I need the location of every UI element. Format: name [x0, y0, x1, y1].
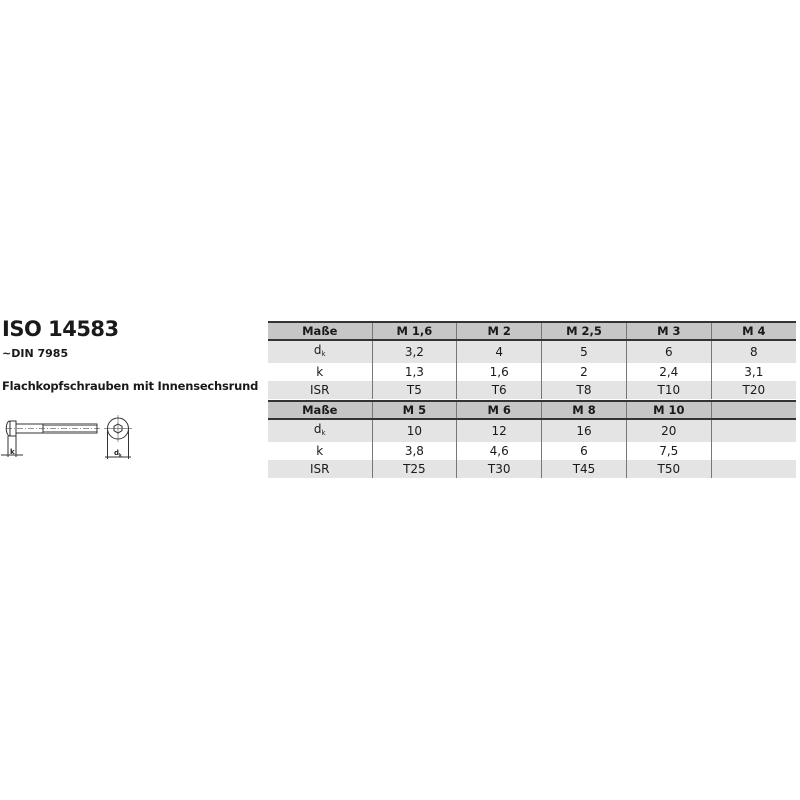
column-header: M 4	[711, 322, 796, 340]
table-row-k	[268, 363, 796, 381]
column-header: M 5	[372, 401, 457, 419]
table-cell	[711, 442, 796, 460]
table-cell: 4,6	[457, 442, 542, 460]
table-cell: 1,3	[372, 363, 457, 381]
column-header-label: Maße	[268, 322, 372, 340]
table-cell: T25	[372, 460, 457, 478]
table-cell: 5	[542, 340, 627, 363]
table-cell: T10	[626, 381, 711, 399]
table-cell: 3,8	[372, 442, 457, 460]
table-cell: 2	[542, 363, 627, 381]
table-cell: T30	[457, 460, 542, 478]
product-description: Flachkopfschrauben mit Innensechsrund	[2, 379, 259, 393]
table-cell: T5	[372, 381, 457, 399]
table-cell: 8	[711, 340, 796, 363]
table-cell: T20	[711, 381, 796, 399]
row-label: ISR	[268, 460, 372, 478]
table-cell: 16	[542, 419, 627, 442]
column-header	[711, 401, 796, 419]
table-cell: 12	[457, 419, 542, 442]
table-header-row	[268, 401, 796, 419]
table-cell: 6	[542, 442, 627, 460]
table-cell	[711, 419, 796, 442]
column-header: M 2	[457, 322, 542, 340]
standard-subtitle: ~DIN 7985	[2, 347, 69, 360]
table-cell: T8	[542, 381, 627, 399]
standard-title: ISO 14583	[2, 317, 119, 341]
table-cell: 1,6	[457, 363, 542, 381]
column-header: M 10	[626, 401, 711, 419]
table-row-dk	[268, 419, 796, 442]
column-header: M 1,6	[372, 322, 457, 340]
row-label: $d_k$	[268, 340, 372, 363]
column-header: M 6	[457, 401, 542, 419]
row-label: $d_k$	[268, 419, 372, 442]
k-dimension-label: k	[10, 448, 15, 456]
table-cell: 3,1	[711, 363, 796, 381]
table-cell: 2,4	[626, 363, 711, 381]
table-row-isr	[268, 381, 796, 399]
table-cell: 3,2	[372, 340, 457, 363]
table-cell	[711, 460, 796, 478]
dimensions-table-1	[268, 321, 796, 399]
column-header: M 3	[626, 322, 711, 340]
table-row-isr	[268, 460, 796, 478]
table-cell: 4	[457, 340, 542, 363]
table-row-k	[268, 442, 796, 460]
table-cell: 10	[372, 419, 457, 442]
row-label: k	[268, 442, 372, 460]
row-label: k	[268, 363, 372, 381]
dk-dimension-label: $d_k$	[114, 449, 122, 458]
table-header-row	[268, 322, 796, 340]
table-cell: 6	[626, 340, 711, 363]
table-cell: T45	[542, 460, 627, 478]
column-header: M 2,5	[542, 322, 627, 340]
table-cell: 20	[626, 419, 711, 442]
column-header: M 8	[542, 401, 627, 419]
table-row-dk	[268, 340, 796, 363]
table-cell: 7,5	[626, 442, 711, 460]
column-header-label: Maße	[268, 401, 372, 419]
table-cell: T50	[626, 460, 711, 478]
screw-technical-drawing	[0, 410, 150, 466]
table-cell: T6	[457, 381, 542, 399]
row-label: ISR	[268, 381, 372, 399]
dimensions-table-2	[268, 400, 796, 478]
